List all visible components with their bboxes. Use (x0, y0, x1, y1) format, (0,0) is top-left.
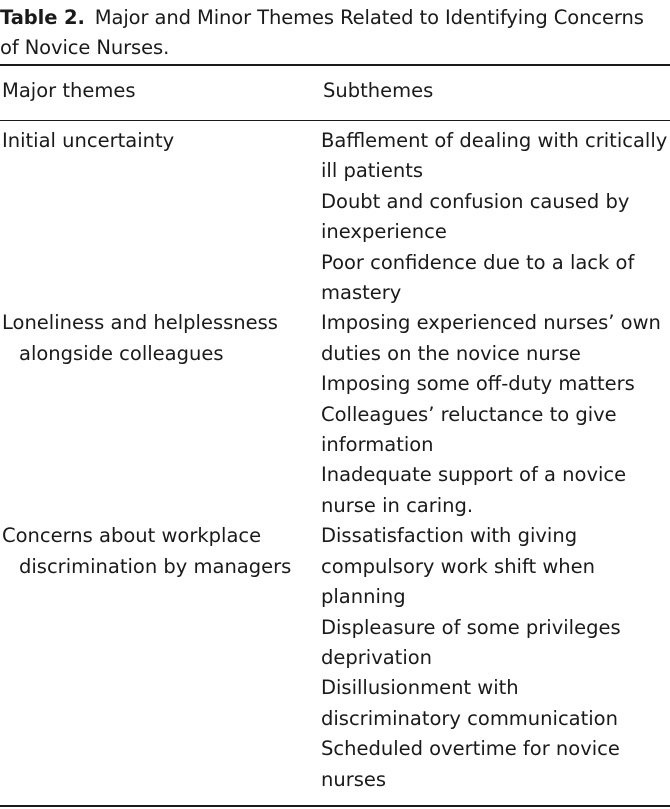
caption-line-2: of Novice Nurses. (0, 36, 170, 59)
subtheme-text: Imposing experienced nurses’ own (321, 311, 661, 335)
subtheme-item (321, 187, 670, 248)
subtheme-item (321, 248, 670, 309)
table-caption (0, 3, 670, 63)
subtheme-text: duties on the novice nurse (321, 341, 581, 365)
subtheme-item (321, 308, 670, 369)
subtheme-item (321, 613, 670, 674)
subtheme-item (321, 460, 670, 521)
table-top-rule (0, 64, 670, 66)
table-label: Table 2. (0, 6, 85, 29)
subtheme-text: deprivation (321, 645, 433, 669)
subtheme-text: Dissatisfaction with giving (321, 524, 578, 548)
major-theme-text: Initial uncertainty (2, 129, 175, 152)
major-theme-cell (0, 308, 321, 521)
major-theme-cell (0, 521, 321, 795)
subtheme-item (321, 734, 670, 795)
subtheme-text: Colleagues’ reluctance to give (321, 402, 617, 426)
subtheme-item (321, 521, 670, 612)
column-header-subthemes: Subthemes (323, 79, 434, 102)
table-header-rule (0, 120, 670, 121)
subtheme-text: Bafflement of dealing with critically (321, 129, 668, 152)
subtheme-text: nurse in caring. (321, 493, 474, 517)
table-body (0, 126, 670, 795)
subtheme-text: Inadequate support of a novice (321, 463, 627, 487)
subtheme-text: Disillusionment with (321, 676, 519, 700)
subtheme-item (321, 673, 670, 734)
major-theme-text: discrimination by managers (19, 554, 292, 578)
table-row (0, 126, 670, 308)
subthemes-cell (321, 126, 670, 308)
major-theme-text: Loneliness and helplessness (2, 311, 278, 335)
table-title: Major and Minor Themes Related to Identifying Concerns (94, 6, 644, 29)
subtheme-text: inexperience (321, 220, 447, 244)
subtheme-item (321, 400, 670, 461)
major-theme-text: Concerns about workplace (2, 524, 262, 548)
subtheme-text: planning (321, 585, 406, 609)
caption-line-1 (0, 3, 670, 33)
subtheme-text: ill patients (321, 159, 424, 183)
subtheme-text: Displeasure of some privileges (321, 615, 621, 639)
subtheme-text: mastery (321, 281, 402, 305)
subtheme-text: nurses (321, 767, 387, 791)
subtheme-text: information (321, 433, 434, 457)
subtheme-text: Doubt and confusion caused by (321, 189, 630, 213)
subthemes-cell (321, 521, 670, 795)
subtheme-text: Imposing some off-duty matters (321, 372, 635, 396)
subthemes-cell (321, 308, 670, 521)
table-row (0, 308, 670, 521)
major-theme-text: alongside colleagues (19, 341, 224, 365)
subtheme-text: Scheduled overtime for novice (321, 737, 620, 761)
column-header-major-themes: Major themes (2, 79, 136, 102)
table-bottom-rule (0, 805, 670, 807)
subtheme-text: compulsory work shift when (321, 554, 595, 578)
subtheme-item (321, 369, 670, 399)
subtheme-item (321, 126, 670, 187)
major-theme-cell (0, 126, 321, 308)
subtheme-text: discriminatory communication (321, 706, 618, 730)
table-row (0, 521, 670, 795)
subtheme-text: Poor confidence due to a lack of (321, 250, 635, 274)
